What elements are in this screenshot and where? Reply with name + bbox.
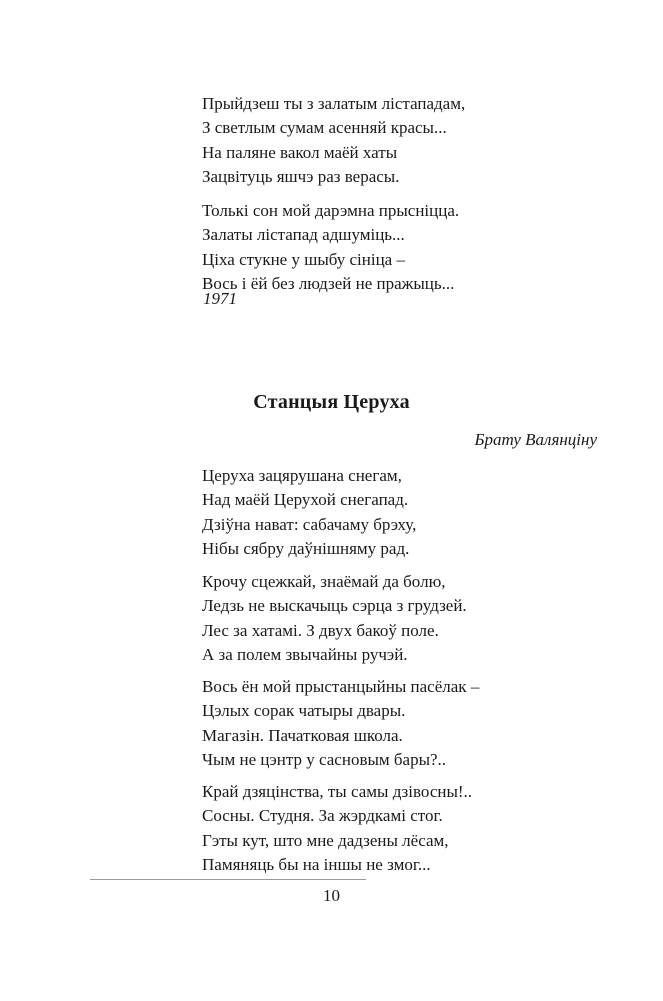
poem-line: Прыйдзеш ты з залатым лістападам, <box>202 94 466 113</box>
poem2-stanza-4 <box>202 780 472 877</box>
poem-line: Ледзь не выскачыць сэрца з грудзей. <box>202 596 467 616</box>
poem-line: Цэлых сорак чатыры двары. <box>202 701 406 721</box>
poem-line: Памяняць бы на іншы не змог... <box>202 854 431 874</box>
poem1-stanza-1 <box>202 92 465 189</box>
poem2-stanza-2 <box>202 570 467 667</box>
poem-line: Залаты лістапад адшуміць... <box>202 225 405 245</box>
poem-line: Зацвітуць яшчэ раз верасы. <box>202 166 400 186</box>
poem-line: Магазін. Пачатковая школа. <box>202 725 403 745</box>
poem1-stanza-2 <box>202 199 459 296</box>
poem-line: Лес за хатамі. З двух бакоў поле. <box>202 620 439 640</box>
poem-line: На паляне вакол маёй хаты <box>202 142 398 162</box>
poem2-title: Станцыя Церуха <box>253 391 410 413</box>
poem-line: Над маёй Церухой снегапад. <box>202 490 409 510</box>
poem2-stanza-1 <box>202 464 416 561</box>
poem-line: Нібы сябру даўнішняму рад. <box>202 538 410 558</box>
poem-line: Церуха зацярушана снегам, <box>202 466 402 485</box>
poem-line: А за полем звычайны ручэй. <box>202 644 408 664</box>
footer-divider <box>90 879 366 880</box>
poem-line: Гэты кут, што мне дадзены лёсам, <box>202 830 449 850</box>
poem-line: Сосны. Студня. За жэрдкамі стог. <box>202 806 443 826</box>
poem2-dedication: Брату Валянціну <box>474 430 597 449</box>
poem-line: Край дзяцінства, ты самы дзівосны!.. <box>202 782 473 801</box>
poem-line: Крочу сцежкай, знаёмай да болю, <box>202 572 446 591</box>
poem-line: Чым не цэнтр у сасновым бары?.. <box>202 749 447 769</box>
poem-line: Ціха стукне у шыбу сініца – <box>202 249 405 269</box>
poem-line: Вось і ёй без людзей не пражыць... <box>202 273 455 293</box>
poem-line: Толькі сон мой дарэмна прысніцца. <box>202 201 460 220</box>
page-number: 10 <box>323 886 340 905</box>
poem1-date: 1971 <box>203 289 237 308</box>
poem2-stanza-3 <box>202 675 479 772</box>
poem-line: Вось ён мой прыстанцыйны пасёлак – <box>202 677 480 696</box>
poem-line: З светлым сумам асенняй красы... <box>202 118 447 138</box>
poem-line: Дзіўна нават: сабачаму брэху, <box>202 514 417 534</box>
